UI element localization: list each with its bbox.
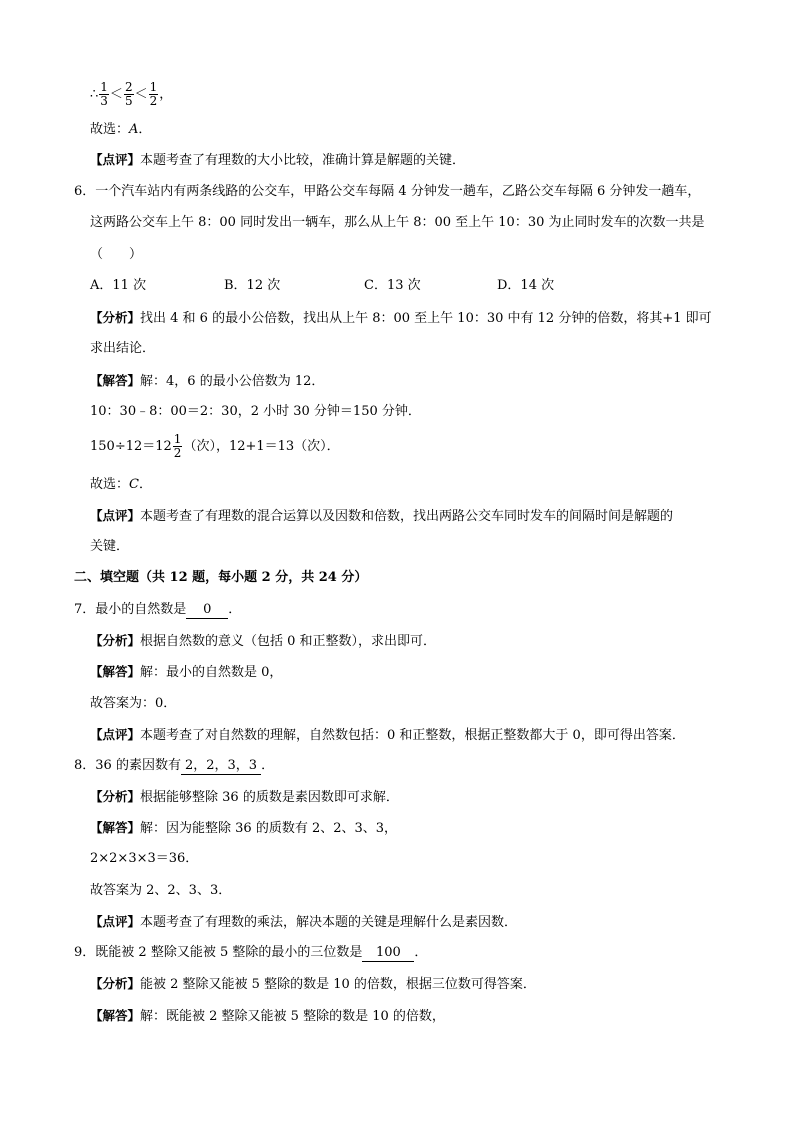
q7-answer-line2: 故答案为：0． bbox=[90, 696, 177, 711]
q6-analysis-line1: 【分析】找出 4 和 6 的最小公倍数，找出从上午 8：00 至上午 10：30 中有 12 分钟的倍数，将其+1 即可 bbox=[90, 310, 712, 326]
inequality-line: ∴ $\frac{1}{3}$ ＜ $\frac{2}{5}$ ＜ $\frac{1}{2}$ ， bbox=[90, 80, 173, 108]
q9-stem: 9．既能被 2 整除又能被 5 整除的最小的三位数是 100 ． bbox=[74, 945, 428, 960]
q9-answer-line1: 【解答】解：既能被 2 整除又能被 5 整除的数是 10 的倍数， bbox=[90, 1008, 445, 1024]
section-title: 二、填空题（共 12 题，每小题 2 分，共 24 分） bbox=[74, 570, 368, 585]
q8-answer-line2: 2×2×3×3＝36． bbox=[90, 851, 199, 866]
q6-analysis-line2: 求出结论． bbox=[90, 341, 156, 356]
q8-comment: 【点评】本题考查了有理数的乘法，解决本题的关键是理解什么是素因数． bbox=[90, 914, 518, 930]
q6-option-b: B．12 次 bbox=[224, 278, 281, 293]
fraction-two-fifths: $\frac{2}{5}$ bbox=[124, 80, 133, 108]
q6-stem-line3: （ ） bbox=[90, 247, 143, 262]
q8-analysis: 【分析】根据能够整除 36 的质数是素因数即可求解． bbox=[90, 789, 399, 805]
comment-top: 【点评】本题考查了有理数的大小比较，准确计算是解题的关键． bbox=[90, 152, 466, 168]
q8-stem: 8．36 的素因数有 2，2，3，3 ． bbox=[74, 758, 275, 773]
q6-comment-line1: 【点评】本题考查了有理数的混合运算以及因数和倍数，找出两路公交车同时发车的间隔时间是解题的 bbox=[90, 508, 674, 524]
therefore-symbol: ∴ bbox=[90, 87, 99, 102]
q6-answer-line3: 150÷12＝12 $\frac{1}{2}$ （次），12+1＝13（次）． bbox=[90, 432, 340, 460]
q8-answer-line3: 故答案为 2、2、3、3． bbox=[90, 883, 232, 898]
q9-answer-blank: 100 bbox=[362, 945, 414, 962]
q6-answer-line1: 【解答】解：4，6 的最小公倍数为 12． bbox=[90, 373, 325, 389]
q8-answer-line1: 【解答】解：因为能整除 36 的质数有 2、2、3、3， bbox=[90, 820, 398, 836]
choose-line-a: 故选：A． bbox=[90, 122, 152, 137]
q7-comment: 【点评】本题考查了对自然数的理解，自然数包括：0 和正整数，根据正整数都大于 0，即可得出答案． bbox=[90, 727, 685, 743]
choose-line-c: 故选：C． bbox=[90, 477, 152, 492]
q7-answer-line1: 【解答】解：最小的自然数是 0， bbox=[90, 664, 283, 680]
q7-answer-blank: 0 bbox=[186, 602, 228, 619]
q6-answer-line2: 10：30﹣8：00＝2：30，2 小时 30 分钟＝150 分钟． bbox=[90, 404, 421, 419]
q6-option-a: A．11 次 bbox=[90, 278, 147, 293]
fraction-one-half-mixed: $\frac{1}{2}$ bbox=[173, 432, 182, 460]
q7-stem: 7．最小的自然数是 0 ． bbox=[74, 602, 242, 617]
q6-option-d: D．14 次 bbox=[497, 278, 555, 293]
fraction-one-half: $\frac{1}{2}$ bbox=[149, 80, 158, 108]
q6-comment-line2: 关键． bbox=[90, 539, 130, 554]
q7-analysis: 【分析】根据自然数的意义（包括 0 和正整数），求出即可． bbox=[90, 633, 437, 649]
q6-stem-line1: 6．一个汽车站内有两条线路的公交车，甲路公交车每隔 4 分钟发一趟车，乙路公交车每隔 6 分钟发一趟车， bbox=[74, 184, 701, 199]
q9-analysis: 【分析】能被 2 整除又能被 5 整除的数是 10 的倍数，根据三位数可得答案． bbox=[90, 976, 536, 992]
fraction-one-third: $\frac{1}{3}$ bbox=[100, 80, 108, 108]
q6-stem-line2: 这两路公交车上午 8：00 同时发出一辆车，那么从上午 8：00 至上午 10：30 为止同时发车的次数一共是 bbox=[90, 215, 705, 230]
q6-option-c: C．13 次 bbox=[364, 278, 421, 293]
q8-answer-blank: 2，2，3，3 bbox=[181, 758, 261, 775]
